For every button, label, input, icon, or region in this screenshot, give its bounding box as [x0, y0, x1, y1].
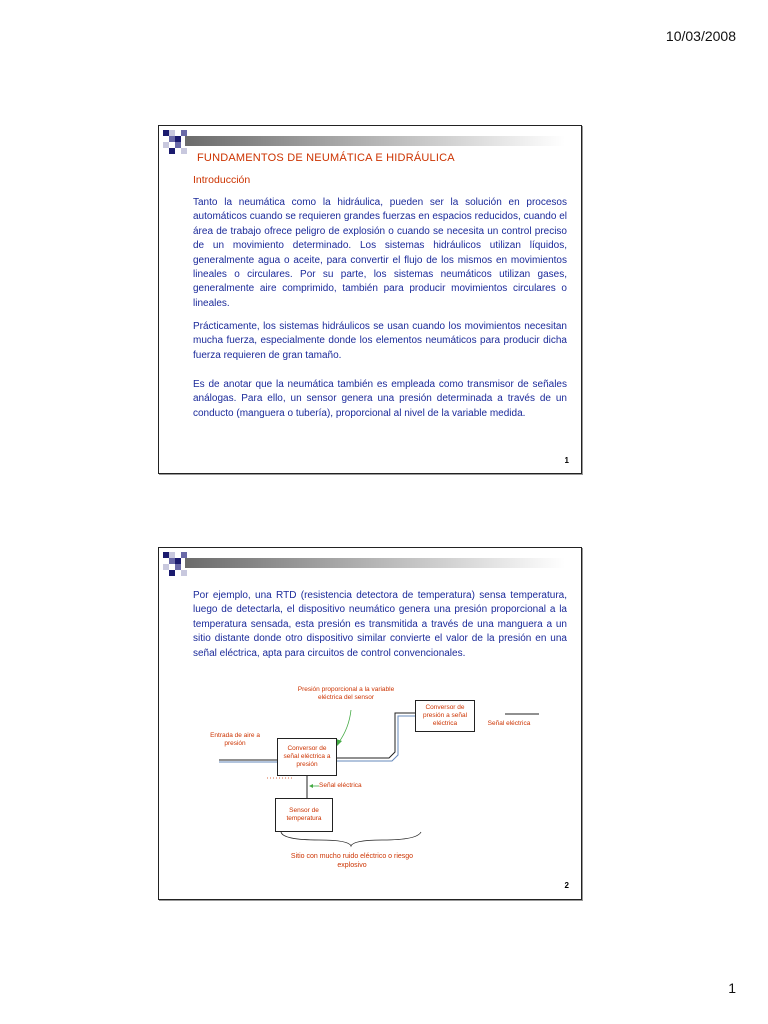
box-electric-to-pressure-converter	[277, 738, 337, 776]
box-temperature-sensor	[275, 798, 333, 832]
pneumatic-transmission-diagram	[199, 680, 559, 880]
diagram-connectors	[199, 680, 559, 880]
slide-title: FUNDAMENTOS DE NEUMÁTICA E HIDRÁULICA	[197, 152, 455, 164]
paragraph-intro: Tanto la neumática como la hidráulica, pueden ser la solución en procesos automáticos cuando se requieren grandes fuerzas en espacios reducidos, cuando el área de trabajo ofrece peligro de explosión o cuando se necesita un control preciso de un movimiento determinado. Los sistemas hidráulicos utilizan líquidos, generalmente agua o aceite, para convertir el flujo de los mismos en movimientos lineales o circulares. Por su parte, los sistemas neumáticos utilizan gases, generalmente aire comprimido, también para producir movimientos circulares o lineales.	[193, 197, 567, 309]
slide-number: 2	[564, 881, 569, 890]
box-temperature-sensor-label: Sensor de temperatura	[286, 807, 322, 822]
label-air-input: Entrada de aire a presión	[210, 732, 260, 747]
paragraph-hydraulic-force: Prácticamente, los sistemas hidráulicos se usan cuando los movimientos necesitan mucha fuerza, especialmente donde los elementos neumáticos para producir dicha fuerza requieren de gran tamaño.	[193, 321, 567, 361]
slide-decoration-header	[159, 548, 581, 588]
paragraph-rtd-example: Por ejemplo, una RTD (resistencia detectora de temperatura) sensa temperatura, luego de detectarla, el dispositivo neumático genera una presión proporcional a la temperatura sensada, esta presión es transmitida a través de una manguera a un sitio distante donde otro dispositivo similar convierte el valor de la presión en una señal eléctrica, apta para circuitos de control convencionales.	[193, 590, 567, 659]
label-electric-signal: Señal eléctrica	[319, 782, 362, 789]
slide-subtitle: Introducción	[193, 174, 251, 186]
slide-1	[158, 125, 582, 474]
box-electric-to-pressure-converter-label: Conversor de señal eléctrica a presión	[283, 745, 331, 768]
paragraph-signal-transmission: Es de anotar que la neumática también es empleada como transmisor de señales análogas. Para ello, un sensor genera una presión determinada a través de un conducto (manguera o tubería), proporcional al nivel de la variable medida.	[193, 379, 567, 419]
slide-2	[158, 547, 582, 900]
page-date: 10/03/2008	[665, 28, 736, 44]
box-pressure-to-electric-converter-label: Conversor de presión a señal eléctrica	[422, 704, 468, 727]
page-number: 1	[728, 980, 736, 996]
box-pressure-to-electric-converter	[415, 700, 475, 732]
slide-number: 1	[564, 456, 569, 465]
label-pressure-proportional: Presión proporcional a la variable eléctrica del sensor	[297, 686, 395, 701]
label-output-electric-signal: Señal eléctrica	[487, 720, 531, 727]
label-noisy-site: Sitio con mucho ruido eléctrico o riesgo explosivo	[290, 853, 414, 869]
